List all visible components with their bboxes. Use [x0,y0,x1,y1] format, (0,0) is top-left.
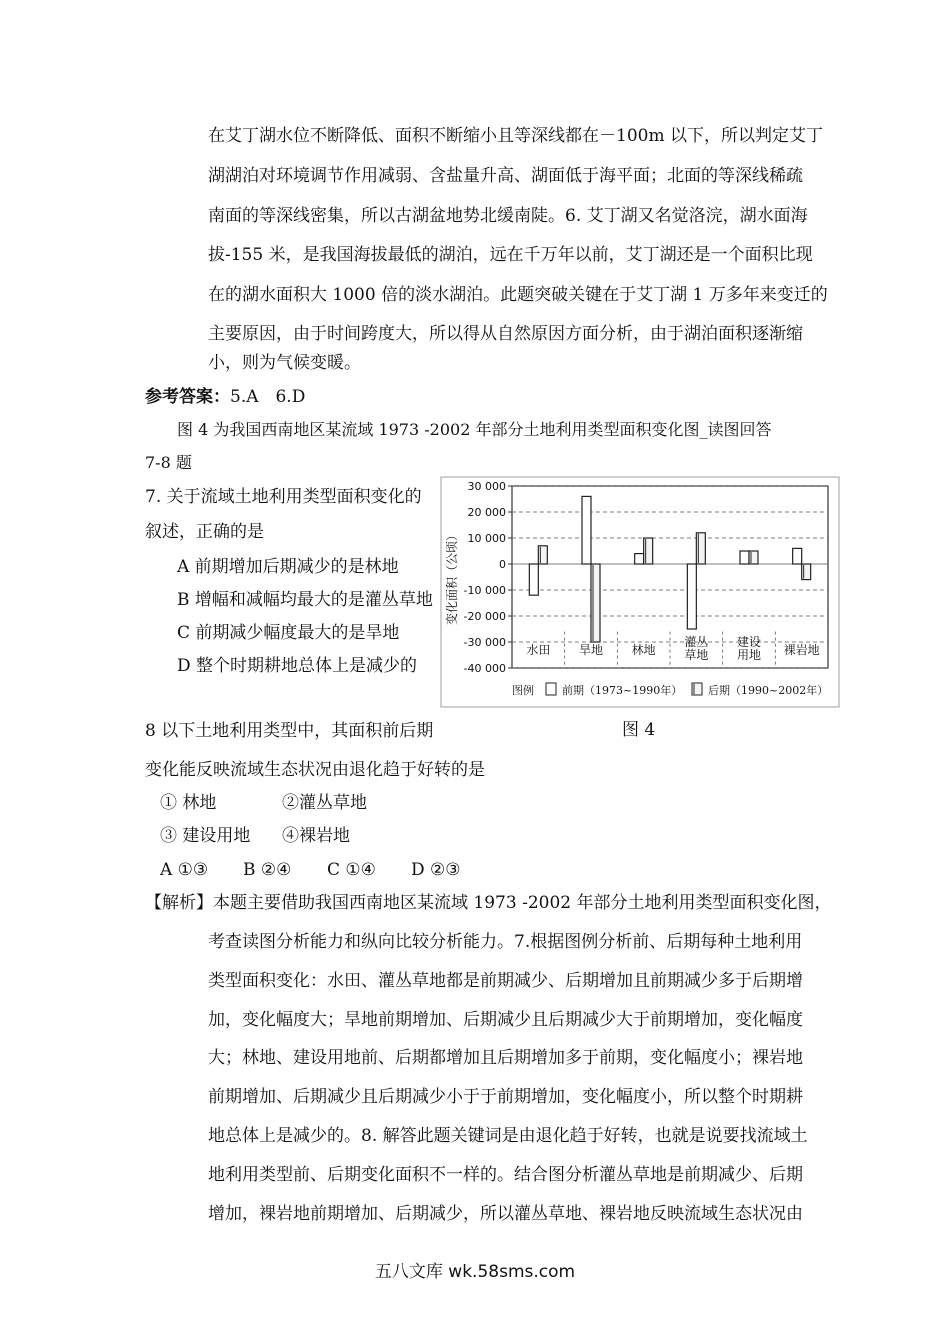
plot-frame [512,486,828,668]
footer-watermark: 五八文库 wk.58sms.com [374,1262,576,1282]
bar-next [591,564,600,642]
q8-choice-a: A ①③ [160,860,209,880]
explanation-line: 南面的等深线密集，所以古湖盆地势北缓南陡。6. 艾丁湖又名觉洛浣，湖水面海 [208,206,808,226]
bar-prev [740,551,749,564]
analysis-line: 大；林地、建设用地前、后期都增加且后期增加多于前期，变化幅度小；裸岩地 [208,1048,803,1068]
y-tick-label: 0 [499,558,506,571]
category-label: 水田 [526,643,551,657]
bar-next [696,533,705,564]
q7-option-b: B 增幅和减幅均最大的是灌丛草地 [177,590,433,610]
figure-4-chart [440,476,840,708]
q7-option-c: C 前期减少幅度最大的是旱地 [177,623,400,643]
figure-caption: 图 4 [622,720,656,740]
figure-intro: 图 4 为我国西南地区某流域 1973 -2002 年部分土地利用类型面积变化图_读图回答 [177,420,772,439]
q8-choice-d: D ②③ [411,860,461,880]
legend-prev-swatch [546,683,556,695]
q7-stem: 7. 关于流域土地利用类型面积变化的 [145,487,422,507]
analysis-line: 前期增加、后期减少且后期减少小于于前期增加，变化幅度小，所以整个时期耕 [208,1087,803,1107]
analysis-line: 加，变化幅度大；旱地前期增加、后期减少且后期减少大于前期增加，变化幅度 [208,1010,803,1030]
q8-item-4: ④裸岩地 [282,826,350,846]
reference-answers [145,387,305,407]
explanation-line: 主要原因，由于时间跨度大，所以得从自然原因方面分析，由于湖泊面积逐渐缩 [208,324,803,344]
category-label: 灌丛 [684,635,709,649]
analysis-line: 地利用类型前、后期变化面积不一样的。结合图分析灌丛草地是前期减少、后期 [208,1165,803,1185]
figure-intro-range: 7-8 题 [145,453,192,472]
q8-choice-b: B ②④ [243,860,292,880]
q8-stem: 变化能反映流域生态状况由退化趋于好转的是 [145,760,485,780]
y-tick-label: 20 000 [467,506,506,519]
y-tick-label: -30 000 [463,636,506,649]
legend-prev-label: 前期（1973~1990年） [562,684,683,697]
explanation-line: 在艾丁湖水位不断降低、面积不断缩小且等深线都在－100m 以下，所以判定艾丁 [208,126,823,146]
legend-next-label: 后期（1990~2002年） [708,684,829,697]
category-label: 建设 [736,635,762,649]
category-label: 旱地 [578,643,604,657]
y-tick-label: 10 000 [467,532,506,545]
bar-prev [529,564,538,595]
category-label: 裸岩地 [783,643,820,657]
bar-prev [687,564,696,629]
y-tick-label: -10 000 [463,584,506,597]
q8-choice-c: C ①④ [327,860,376,880]
legend-title: 图例 [512,684,534,697]
analysis-line: 增加，裸岩地前期增加、后期减少，所以灌丛草地、裸岩地反映流域生态状况由 [208,1204,803,1224]
y-axis-label: 变化面积（公顷） [445,528,459,626]
bar-prev [635,554,644,564]
category-label: 用地 [736,648,762,662]
analysis-line: 考查读图分析能力和纵向比较分析能力。7.根据图例分析前、后期每种土地利用 [208,932,803,952]
y-tick-label: -40 000 [463,662,506,675]
analysis-line: 地总体上是减少的。8. 解答此题关键词是由退化趋于好转，也就是说要找流域土 [208,1126,808,1146]
category-label: 林地 [631,643,656,657]
bar-prev [793,548,802,564]
explanation-line: 拔-155 米，是我国海拔最低的湖泊，远在千万年以前，艾丁湖还是一个面积比现 [208,245,813,265]
explanation-line: 湖湖泊对环境调节作用减弱、含盐量升高、湖面低于海平面；北面的等深线稀疏 [208,166,803,186]
bar-next [538,546,547,564]
answer-text: 5.A 6.D [230,387,306,407]
answer-label: 参考答案： [145,387,230,407]
analysis-line: 类型面积变化：水田、灌丛草地都是前期减少、后期增加且前期减少多于后期增 [208,971,803,991]
bar-chart [440,476,840,708]
q8-item-2: ②灌丛草地 [282,793,367,813]
q7-option-d: D 整个时期耕地总体上是减少的 [177,656,418,676]
analysis-first-line [145,893,831,913]
category-label: 草地 [684,648,709,662]
analysis-text: 本题主要借助我国西南地区某流域 1973 -2002 年部分土地利用类型面积变化图， [213,893,832,913]
q8-item-1: ① 林地 [160,793,217,813]
bar-prev [582,496,591,564]
y-tick-label: 30 000 [467,480,506,493]
y-tick-label: -20 000 [463,610,506,623]
bar-next [749,551,758,564]
q8-stem: 8 以下土地利用类型中，其面积前后期 [145,721,434,741]
explanation-line: 在的湖水面积大 1000 倍的淡水湖泊。此题突破关键在于艾丁湖 1 万多年来变迁的 [208,285,828,305]
analysis-label: 【解析】 [145,893,213,913]
bar-next [644,538,653,564]
q7-stem: 叙述，正确的是 [145,522,264,542]
q7-option-a: A 前期增加后期减少的是林地 [177,557,399,577]
explanation-line: 小，则为气候变暖。 [208,353,361,373]
bar-next [802,564,811,580]
q8-item-3: ③ 建设用地 [160,826,251,846]
